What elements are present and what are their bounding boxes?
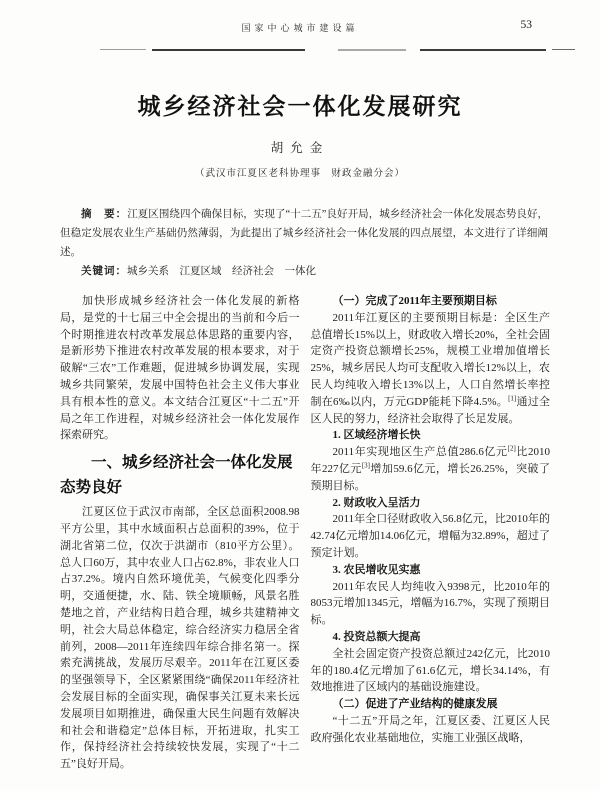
- abstract-text: 江夏区围绕四个确保目标，实现了“十二五”良好开局，城乡经济社会一体化发展态势良好，但稳定发展农业生产基础仍然薄弱，为此提出了城乡经济社会一体化发展的四点展望，本文进行了详细阐述。: [60, 209, 548, 258]
- abstract-block: [60, 205, 548, 281]
- subsection-2-heading: （二）促进了产业结构的健康发展: [332, 698, 498, 711]
- item-2-paragraph: 2011年全口径财政收入56.8亿元，比2010年的42.74亿元增加14.06亿元，增幅为32.89%，超过了预定计划。: [310, 513, 550, 559]
- item-4-paragraph: 全社会固定资产投资总额过242亿元，比2010年的180.4亿元增加了61.6亿元，增长34.14%，有效地推进了区域内的基础设施建设。: [310, 647, 550, 694]
- item-4-heading: 4. 投资总额大提高: [332, 630, 421, 643]
- footnote-ref-3: [3]: [361, 461, 370, 470]
- keywords-line: [60, 262, 548, 281]
- district-overview-paragraph: 江夏区位于武汉市南部，全区总面积2008.98平方公里，其中水域面积占总面积的39%，位于湖北省第二位，仅次于洪湖市（810平方公里）。总人口60万，其中农业人口占62.8%，非农业人口占37.2%。境内自然环境优美，气候变化四季分明，交通便捷，水、陆、铁全境顺畅，风景名胜楚地之首，产业结构日趋合理，城乡共建精神文明，社会大局总体稳定，综合经济实力稳居全省前列，2008—2011年连续四年综合排名第一。探索充满挑战，发展历尽艰辛。2011年在江夏区委的坚强领导下，全区紧紧围绕“确保2011年经济社会发展目标的全面实现，确保事关江夏未来长远发展项目如期推进，确保重大民生问题有效解决和社会和谐稳定”总体目标，开拓进取，扎实工作，保持经济社会持续较快发展，实现了“十二五”良好开局。: [60, 506, 300, 771]
- header-rule: [0, 49, 600, 55]
- item-1-text-mid: 比2010年227亿元: [310, 446, 551, 475]
- left-column: [60, 293, 300, 773]
- header-rule-segment: [552, 49, 575, 50]
- item-1-text-end: 增加59.6亿元，增长26.25%，突破了预期目标。: [310, 462, 551, 492]
- author-affiliation: （武汉市江夏区老科协理事 财政金融分会）: [194, 169, 405, 179]
- keywords-label: 关键词：: [81, 266, 127, 277]
- goals-paragraph: [311, 310, 551, 428]
- header-rule-segment: [338, 49, 406, 51]
- industry-structure-paragraph: “十二五”开局之年，江夏区委、江夏区人民政府强化农业基础地位，实施工业强区战略，: [310, 714, 550, 744]
- page-number: 53: [520, 19, 532, 31]
- header-rule-segment: [152, 49, 305, 51]
- item-1-text: 2011年实现地区生产总值286.6亿元: [332, 446, 508, 459]
- item-2-heading: 2. 财政收入呈活力: [332, 496, 421, 509]
- item-3-heading: 3. 农民增收见实惠: [332, 563, 421, 576]
- section-1-heading: 一、城乡经济社会一体化发展态势良好: [60, 454, 293, 497]
- page-header: [0, 21, 600, 37]
- abstract-label: 摘 要：: [81, 209, 128, 220]
- item-3-paragraph: 2011年农民人均纯收入9398元，比2010年的8053元增加1345元，增幅为16.7%，实现了预期目标。: [310, 580, 550, 627]
- header-rule-segment: [100, 49, 146, 50]
- goals-text-rest: 通过全区人民的努力，经济社会取得了长足发展。: [310, 395, 551, 425]
- footnote-ref-1: [1]: [508, 394, 517, 403]
- author-name: 胡允金: [270, 141, 330, 155]
- item-1-paragraph: [311, 444, 551, 494]
- goals-text: 2011年江夏区的主要预期目标是：全区生产总值增长15%以上，财政收入增长20%，全社会固定资产投资总额增长25%，规模工业增加值增长25%，城乡居民人均可支配收入增长12%以上，农民人均纯收入增长13%以上，人口自然增长率控制在6‰以内，万元GDP能耗下降4.5%。: [310, 311, 550, 408]
- right-column: [311, 293, 551, 773]
- intro-paragraph: 加快形成城乡经济社会一体化发展的新格局，是党的十七届三中全会提出的当前和今后一个时期推进农村改革发展总体思路的重要内容，是新形势下推进农村改革发展的根本要求，对于破解“三农”工作难题，促进城乡协调发展，实现城乡共同繁荣，发展中国特色社会主义伟大事业具有根本性的意义。本文结合江夏区“十二五”开局之年工作进程，对城乡经济社会一体化发展作探索研究。: [60, 295, 300, 442]
- keywords-text: 城乡关系 江夏区域 经济社会 一体化: [127, 266, 316, 277]
- article-title: 城乡经济社会一体化发展研究: [137, 94, 463, 119]
- subsection-1-heading: （一）完成了2011年主要预期目标: [332, 295, 497, 307]
- running-title: 国家中心城市建设篇: [241, 23, 359, 33]
- header-rule-segment: [420, 49, 546, 51]
- two-column-body: [60, 293, 550, 773]
- item-1-heading: 1. 区域经济增长快: [332, 429, 421, 442]
- abstract-paragraph: [60, 205, 548, 262]
- footnote-ref-2: [2]: [507, 444, 516, 453]
